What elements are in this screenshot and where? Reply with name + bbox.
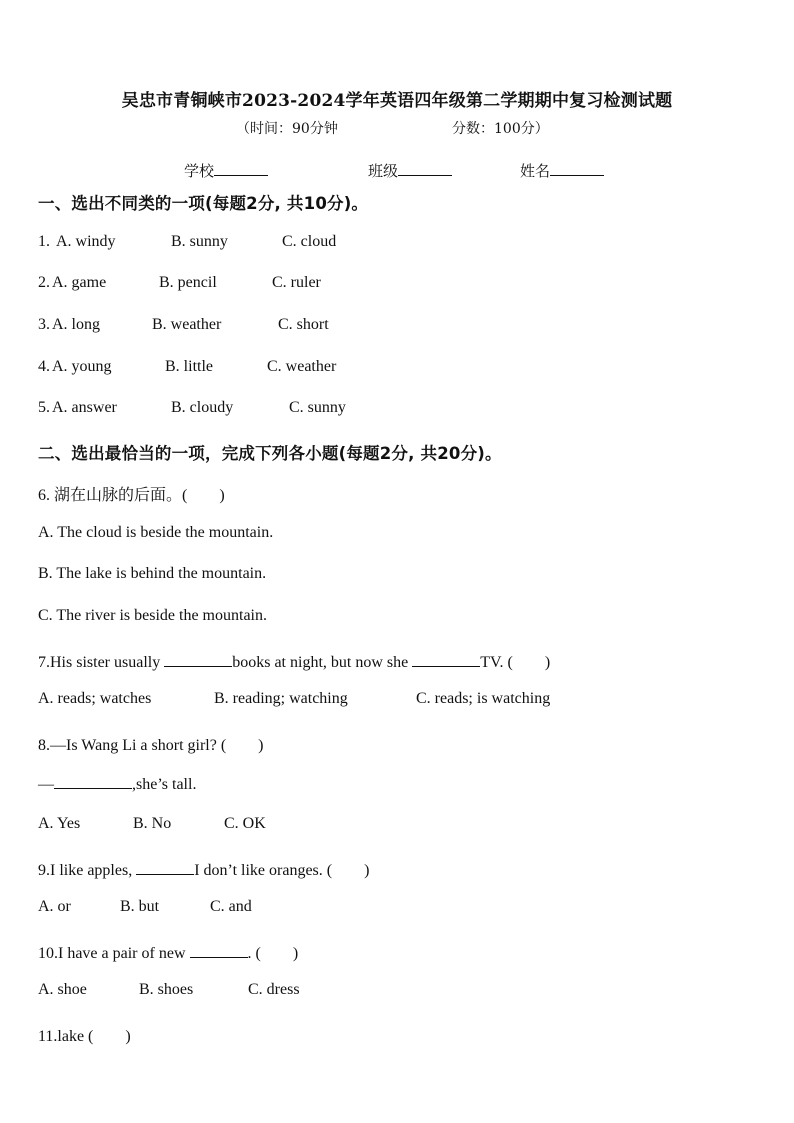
school-blank bbox=[214, 161, 268, 176]
question-8-stem: 8.—Is Wang Li a short girl? ( ) bbox=[38, 737, 264, 754]
question-6-option-a: A. The cloud is beside the mountain. bbox=[38, 524, 274, 541]
section1-heading: 一、选出不同类的一项(每题2分, 共10分)。 bbox=[38, 194, 369, 213]
class-field bbox=[368, 160, 452, 181]
question-9-part1: 9.I like apples, bbox=[38, 862, 137, 879]
option-b: B. but bbox=[120, 898, 160, 915]
question-7-part1: 7.His sister usually bbox=[38, 654, 165, 671]
question-6-option-c: C. The river is beside the mountain. bbox=[38, 607, 267, 624]
question-9-stem bbox=[38, 857, 369, 880]
answer-blank bbox=[136, 860, 194, 875]
option-c: C. reads; is watching bbox=[416, 690, 551, 707]
option-c: C. weather bbox=[267, 358, 337, 375]
option-a: A. shoe bbox=[38, 981, 87, 998]
section2-heading: 二、选出最恰当的一项，完成下列各小题(每题2分, 共20分)。 bbox=[38, 444, 502, 463]
option-b: B. reading; watching bbox=[214, 690, 348, 707]
total-score: 分数：100分） bbox=[452, 121, 549, 137]
question-10-part2: . ( ) bbox=[247, 945, 299, 962]
option-a: A. long bbox=[52, 316, 100, 333]
option-c: C. dress bbox=[248, 981, 300, 998]
question-6-stem: 6. 湖在山脉的后面。( ) bbox=[38, 487, 225, 504]
class-label: 班级 bbox=[368, 162, 399, 180]
answer-blank bbox=[412, 652, 480, 667]
option-c: C. cloud bbox=[282, 233, 337, 250]
question-7-part2: books at night, but now she bbox=[232, 654, 413, 671]
option-b: B. sunny bbox=[171, 233, 228, 250]
name-label: 姓名 bbox=[520, 162, 551, 180]
question-number: 3. bbox=[38, 316, 50, 333]
question-7-part3: TV. ( ) bbox=[480, 654, 551, 671]
time-limit: （时间：90分钟 bbox=[236, 121, 338, 137]
school-label: 学校 bbox=[184, 162, 215, 180]
page-title: 吴忠市青铜峡市2023-2024学年英语四年级第二学期期中复习检测试题 bbox=[121, 91, 673, 111]
option-c: C. sunny bbox=[289, 399, 346, 416]
option-a: A. answer bbox=[52, 399, 117, 416]
question-10-part1: 10.I have a pair of new bbox=[38, 945, 190, 962]
question-6-option-b: B. The lake is behind the mountain. bbox=[38, 565, 267, 582]
option-c: C. OK bbox=[224, 815, 266, 832]
option-b: B. weather bbox=[152, 316, 222, 333]
option-b: B. No bbox=[133, 815, 172, 832]
option-b: B. pencil bbox=[159, 274, 217, 291]
reply-rest: ,she’s tall. bbox=[132, 776, 197, 793]
question-number: 1. bbox=[38, 233, 50, 250]
question-7-stem bbox=[38, 649, 550, 672]
question-8-reply bbox=[38, 774, 196, 794]
option-b: B. little bbox=[165, 358, 213, 375]
name-field bbox=[520, 160, 604, 181]
question-number: 2. bbox=[38, 274, 50, 291]
option-a: A. Yes bbox=[38, 815, 81, 832]
reply-dash: — bbox=[38, 776, 54, 793]
answer-blank bbox=[190, 943, 248, 958]
question-9-part2: I don’t like oranges. ( ) bbox=[194, 862, 370, 879]
class-blank bbox=[398, 161, 452, 176]
question-number: 5. bbox=[38, 399, 50, 416]
question-10-stem bbox=[38, 940, 298, 963]
option-b: B. cloudy bbox=[171, 399, 234, 416]
school-field bbox=[184, 160, 268, 181]
answer-blank bbox=[54, 774, 132, 789]
option-a: A. or bbox=[38, 898, 71, 915]
option-a: A. game bbox=[52, 274, 107, 291]
option-b: B. shoes bbox=[139, 981, 194, 998]
name-blank bbox=[550, 161, 604, 176]
option-c: C. short bbox=[278, 316, 329, 333]
option-a: A. reads; watches bbox=[38, 690, 152, 707]
option-c: C. and bbox=[210, 898, 252, 915]
question-number: 4. bbox=[38, 358, 50, 375]
answer-blank bbox=[164, 652, 232, 667]
option-a: A. windy bbox=[56, 233, 116, 250]
option-c: C. ruler bbox=[272, 274, 321, 291]
option-a: A. young bbox=[52, 358, 112, 375]
question-11-stem: 11.lake ( ) bbox=[38, 1028, 131, 1045]
